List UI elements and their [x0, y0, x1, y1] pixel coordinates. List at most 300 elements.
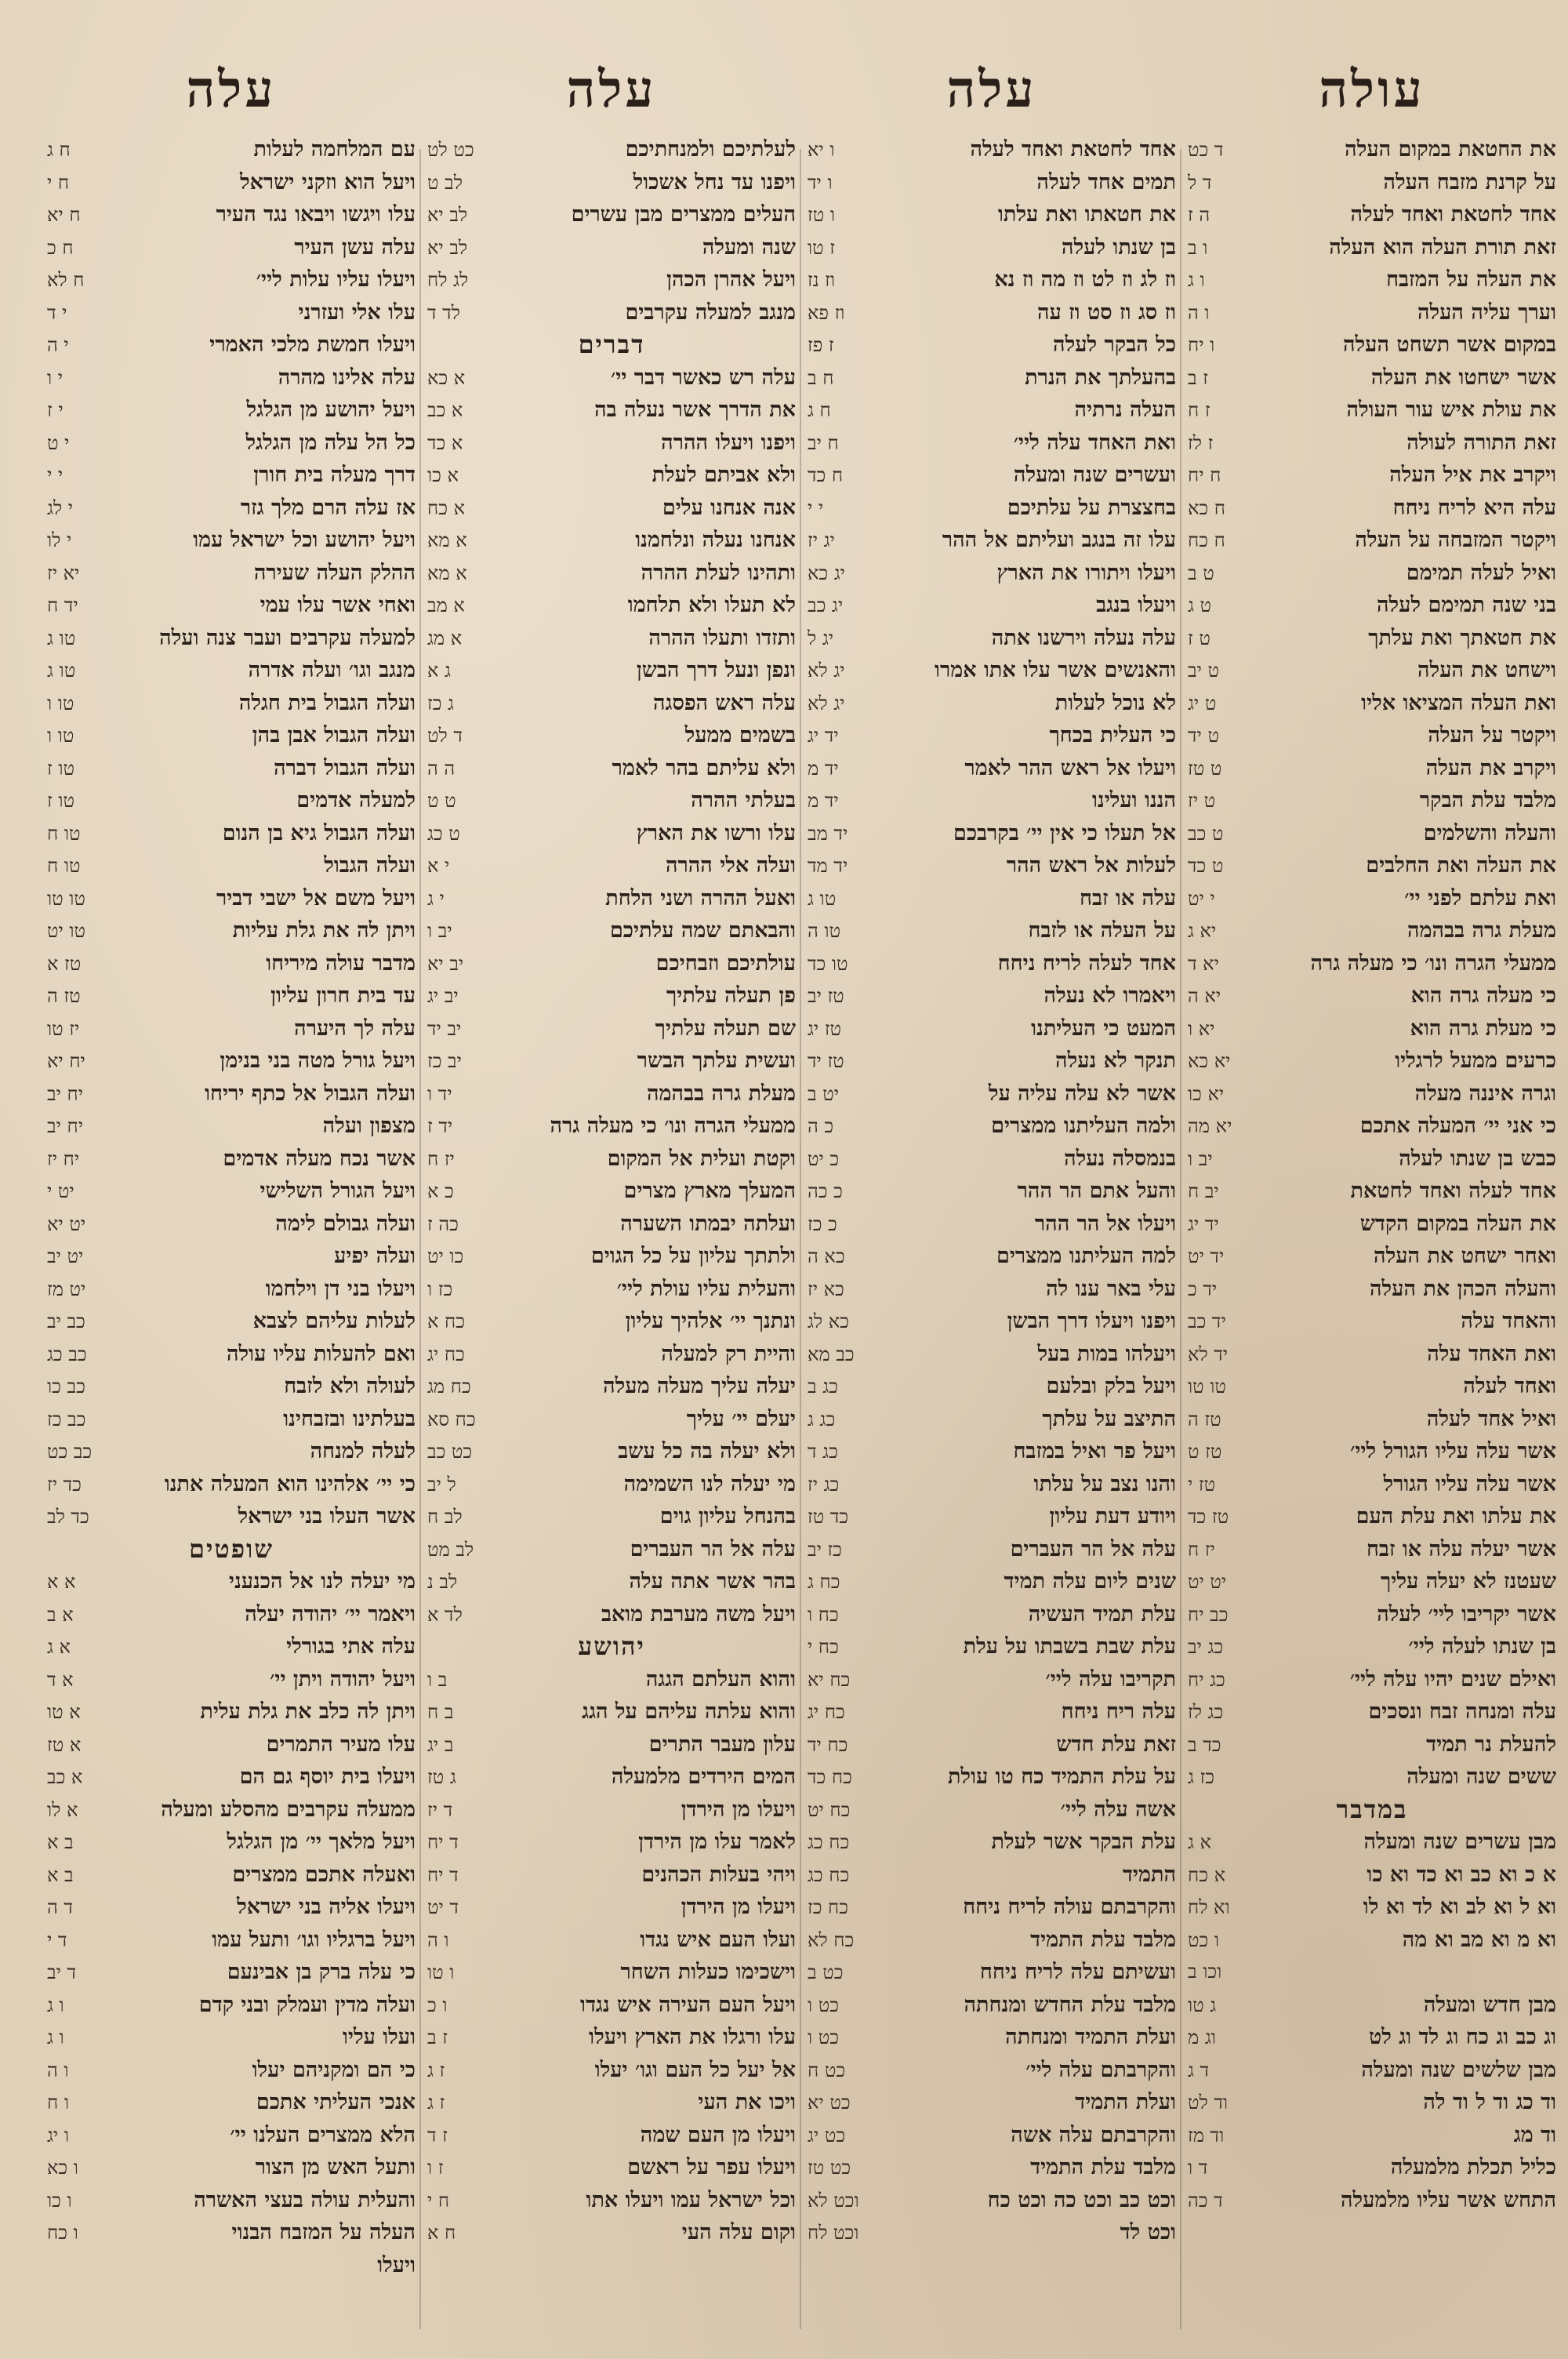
entry-reference: כב כג [47, 1343, 87, 1365]
entry-text: ויעלו עליו עלות ליי׳ [256, 267, 416, 292]
entry-reference: כג לז [1188, 1701, 1224, 1723]
entry-text: מי יעלה לנו אל הכנעני [228, 1569, 416, 1594]
entry-text: ולתתך עליון על כל הגוים [590, 1244, 796, 1268]
concordance-entry [1188, 1598, 1556, 1631]
entry-text: ויעלהו במות בעל [1037, 1341, 1176, 1366]
concordance-entry [1188, 1891, 1556, 1924]
entry-text: ויעלו בנגב [1096, 593, 1176, 617]
concordance-entry [427, 1338, 796, 1371]
entry-reference: ז ו [427, 2157, 444, 2179]
entry-reference: יד מ [808, 757, 839, 780]
concordance-entry [1188, 947, 1556, 980]
entry-reference: ו יא [808, 139, 835, 161]
entry-text: ואילם שנים יהיו עלה ליי׳ [1349, 1667, 1556, 1692]
concordance-entry [427, 1794, 796, 1826]
entry-text: ויקטר המזבחה על העלה [1355, 528, 1556, 552]
entry-reference: ו כח [47, 2222, 78, 2244]
concordance-entry [47, 2054, 416, 2087]
entry-reference: ח ב [808, 366, 834, 389]
entry-text: על עלת התמיד כח טו עולת [947, 1765, 1176, 1789]
concordance-entry [1188, 362, 1556, 394]
entry-text: לא נוכל לעלות [1054, 690, 1176, 715]
entry-text: אשר עלה עליו הגורל [1383, 1471, 1556, 1496]
entry-text: עולתיכם וזבחיכם [655, 951, 796, 976]
entry-text: עלת הבקר אשר לעלת [991, 1830, 1176, 1854]
entry-text: ויעלו אל הר ההר [1034, 1211, 1176, 1236]
entry-reference: ו ה [1188, 301, 1210, 324]
concordance-entry [1188, 817, 1556, 850]
entry-reference: יד יט [1188, 1245, 1225, 1267]
entry-text: ואיל לעלה תמימם [1406, 560, 1556, 585]
entry-text: ולא אביתם לעלת [652, 463, 796, 487]
concordance-entry [427, 1273, 796, 1306]
entry-text: עלון מעבר התרים [648, 1732, 796, 1757]
entry-reference: יד לא [1188, 1343, 1229, 1365]
entry-text: שם תעלה עלתיך [655, 1016, 796, 1041]
entry-text: עלו ורשו את הארץ [636, 820, 796, 845]
concordance-entry [808, 687, 1176, 720]
entry-reference: לב מט [427, 1538, 474, 1561]
concordance-entry [808, 1078, 1176, 1110]
entry-text: להעלת נר תמיד [1426, 1732, 1556, 1757]
entry-text: ויעלו מן העם שמה [640, 2122, 796, 2147]
entry-reference: יג כא [808, 562, 845, 584]
concordance-entry [808, 2021, 1176, 2054]
entry-text: ויפנו ויעלו דרך הבשן [1007, 1309, 1176, 1333]
concordance-entry [1188, 980, 1556, 1012]
entry-reference: וז נז [808, 269, 835, 291]
entry-text: ויתן לה כלב את גלת עלית [200, 1699, 416, 1724]
entry-text: ויודע דעת עליון [1049, 1504, 1176, 1528]
entry-reference: כז יב [808, 1538, 842, 1561]
entry-reference: יא כא [1188, 1050, 1231, 1072]
entry-list [427, 133, 796, 2249]
concordance-entry [1188, 1565, 1556, 1598]
concordance-entry [47, 1989, 416, 2022]
entry-reference: לב ט [427, 171, 463, 194]
entry-text: ויקטר על העלה [1428, 723, 1556, 747]
entry-text: ועלו עליו [342, 2025, 416, 2049]
entry-reference: ד ל [1188, 171, 1212, 194]
concordance-entry [1188, 264, 1556, 296]
entry-reference: ח י [427, 2189, 450, 2212]
entry-reference: כט כב [427, 1441, 473, 1463]
concordance-entry [47, 1370, 416, 1403]
entry-reference: כד לב [47, 1506, 89, 1528]
entry-text: אשר נכח מעלה אדמים [223, 1146, 416, 1171]
entry-list [47, 133, 416, 2281]
entry-text: כרעים ממעל לרגליו [1395, 1049, 1556, 1073]
entry-reference: כא יז [808, 1278, 844, 1300]
entry-text: כל הבקר לעלה [1053, 333, 1176, 357]
entry-reference: כט ב [808, 1961, 844, 1983]
concordance-entry [808, 1565, 1176, 1598]
entry-reference: יד מב [808, 822, 848, 845]
concordance-entry [47, 1598, 416, 1631]
entry-reference: יז ח [1188, 1538, 1215, 1561]
entry-reference: יא כו [1188, 1082, 1225, 1105]
entry-text: וז סג וז סט וז עה [1036, 300, 1176, 325]
entry-text: ויכו את העי [698, 2090, 796, 2114]
concordance-entry [808, 264, 1176, 296]
entry-text: כי מעלה גרה הוא [1410, 983, 1556, 1008]
entry-reference: כט יג [808, 2124, 846, 2146]
entry-text: דרך מעלה בית חורן [253, 463, 416, 487]
entry-text: את חטאתו ואת עלתו [998, 202, 1176, 227]
concordance-entry [1188, 166, 1556, 199]
column-header: עלה [566, 60, 657, 119]
concordance-entry [427, 1305, 796, 1338]
entry-reference: י י [808, 496, 824, 519]
concordance-entry [427, 1989, 796, 2022]
entry-reference: א כב [47, 1766, 83, 1788]
entry-text: ועלה הגבול דברה [274, 755, 416, 780]
entry-reference: א לו [47, 1798, 78, 1821]
concordance-entry [427, 1728, 796, 1761]
concordance-entry [47, 589, 416, 622]
entry-text: מלבד עלת התמיד [1030, 1927, 1176, 1952]
entry-reference: לד ד [427, 301, 460, 324]
entry-reference: ט כג [427, 822, 460, 845]
concordance-entry [1188, 133, 1556, 166]
entry-text: לעלות אל ראש ההר [1006, 853, 1176, 878]
entry-text: ויעל מלאך יי׳ מן הגלגל [227, 1830, 416, 1854]
column-header: עלה [946, 60, 1037, 119]
entry-text: ויפנו ויעלו ההרה [661, 430, 796, 455]
concordance-entry [47, 1826, 416, 1859]
entry-reference: וא לח [1188, 1896, 1230, 1918]
concordance-entry [427, 1761, 796, 1794]
entry-text: את העלה על המזבח [1386, 267, 1556, 292]
entry-text: והקרבתם עלה ליי׳ [1025, 2057, 1176, 2082]
entry-text: ויקרב את העלה [1425, 755, 1556, 780]
entry-reference: יב כז [427, 1050, 462, 1072]
entry-text: בחצצרת על עלתיכם [1007, 495, 1176, 520]
concordance-entry [47, 296, 416, 329]
entry-reference: וז פא [808, 301, 845, 324]
entry-text: אשר יעלה עלה או זבח [1366, 1536, 1556, 1561]
entry-text: ונפן ונעל דרך הבשן [636, 658, 796, 682]
entry-reference: ט יג [1188, 692, 1217, 714]
entry-text: ועלה הגבול [324, 853, 416, 878]
concordance-entry [808, 1663, 1176, 1696]
entry-text: ויעלו ויתורו את הארץ [996, 560, 1176, 585]
entry-reference: וכט לא [808, 2189, 859, 2212]
entry-reference: יא ו [1188, 1017, 1215, 1040]
entry-text: אנה אנחנו עלים [662, 495, 796, 520]
entry-text: וכט כב וכט כה וכט כח [987, 2187, 1176, 2212]
entry-text: והאחד עלה [1461, 1309, 1556, 1333]
concordance-entry [47, 1924, 416, 1957]
entry-text: מעלת גרה בבהמה [1407, 918, 1556, 943]
concordance-entry [47, 1208, 416, 1241]
concordance-entry [47, 817, 416, 850]
entry-reference: כב יב [47, 1310, 85, 1332]
entry-text: לעלות עליהם לצבא [252, 1309, 416, 1333]
entry-reference: יג לא [808, 660, 845, 682]
concordance-entry [427, 947, 796, 980]
concordance-entry [1188, 1143, 1556, 1176]
entry-reference: ב ח [427, 1701, 454, 1723]
entry-reference: ח יב [808, 431, 839, 454]
entry-reference: טו ה [808, 920, 841, 942]
entry-reference: א כו [427, 464, 459, 486]
entry-reference: יט מז [47, 1278, 86, 1300]
entry-reference: כד טז [808, 1506, 849, 1528]
concordance-entry [427, 296, 796, 329]
concordance-entry [1188, 1956, 1556, 1989]
entry-reference: א מג [427, 627, 463, 649]
entry-text: ויעלו אליה בני ישראל [237, 1895, 416, 1919]
concordance-entry [47, 1143, 416, 1176]
concordance-entry [808, 1110, 1176, 1143]
concordance-entry [47, 166, 416, 199]
entry-text: וז לג וז לט וז מה וז נא [994, 267, 1176, 292]
entry-reference: כה ז [427, 1212, 459, 1235]
entry-text: ויעלו אל ראש ההר לאמר [964, 755, 1176, 780]
concordance-entry [47, 1273, 416, 1306]
concordance-entry [427, 198, 796, 231]
concordance-entry [427, 1240, 796, 1273]
entry-text: את הדרך אשר נעלה בה [594, 398, 796, 422]
entry-text: התחש אשר עליו מלמעלה [1341, 2187, 1556, 2212]
concordance-entry [1188, 849, 1556, 882]
column-header: עלה [186, 60, 277, 119]
entry-text: ויעל העם העירה איש נגדו [580, 1992, 796, 2017]
entry-reference: ז טו [808, 236, 835, 259]
entry-reference: י י [47, 464, 64, 486]
entry-reference: ח א [427, 2222, 456, 2244]
entry-reference: י יט [1188, 887, 1215, 910]
entry-text: מצפון ועלה [322, 1114, 416, 1138]
entry-text: בן שנתו לעלה [1061, 234, 1176, 260]
concordance-entry [1188, 914, 1556, 947]
concordance-entry [47, 1110, 416, 1143]
entry-list [808, 133, 1176, 2249]
entry-reference: יג לא [808, 692, 845, 714]
concordance-entry [47, 329, 416, 362]
entry-reference: ד יח [427, 1831, 459, 1853]
concordance-entry [808, 1143, 1176, 1176]
entry-reference: יב ו [1188, 1147, 1213, 1170]
concordance-entry [47, 1891, 416, 1924]
concordance-entry [427, 980, 796, 1012]
concordance-entry [1188, 198, 1556, 231]
entry-text: ואם להעלות עליו עולה [227, 1341, 416, 1366]
concordance-entry [427, 2086, 796, 2119]
concordance-entry [427, 231, 796, 264]
entry-reference: כב יח [1188, 1603, 1229, 1626]
entry-text: זאת תורת העלה הוא העלה [1329, 234, 1556, 260]
entry-reference: יא ג [1188, 920, 1217, 942]
concordance-entry [427, 1078, 796, 1110]
entry-text: והעלה הכהן את העלה [1370, 1276, 1556, 1301]
entry-reference: ג א [427, 660, 451, 682]
entry-text: מי יעלה לנו השמימה [623, 1471, 796, 1496]
entry-reference: ד ה [47, 1896, 73, 1918]
entry-text: עד בית חרון עליון [270, 983, 416, 1008]
entry-reference: יט יט [1188, 1571, 1227, 1593]
entry-reference: יד מד [808, 855, 848, 877]
concordance-entry [47, 1794, 416, 1826]
concordance-entry [47, 687, 416, 720]
concordance-entry [427, 1826, 796, 1859]
entry-text: לאמר עלו מן הירדן [638, 1830, 796, 1854]
entry-reference: ז ד [427, 2124, 448, 2146]
entry-text: עלה אלינו מהרה [278, 365, 416, 390]
concordance-entry [808, 2216, 1176, 2249]
entry-reference: יא ד [1188, 952, 1219, 975]
entry-text: ואעלה אתכם ממצרים [232, 1862, 416, 1887]
concordance-entry [808, 394, 1176, 427]
entry-text: אשר לא עלה עליה על [988, 1081, 1176, 1106]
concordance-entry [808, 2151, 1176, 2184]
entry-reference: יא מה [1188, 1115, 1232, 1137]
entry-reference: יב ו [427, 920, 452, 942]
entry-text: מדבר עולה מיריחו [266, 951, 416, 976]
concordance-entry [427, 524, 796, 557]
concordance-entry [1188, 524, 1556, 557]
entry-text: עלה אתי בגורלי [286, 1634, 416, 1659]
entry-reference: ז ג [427, 2092, 445, 2114]
entry-text: אנכי העליתי אתכם [256, 2090, 416, 2114]
entry-text: מנגב למעלה עקרבים [625, 300, 796, 325]
concordance-entry [427, 2021, 796, 2054]
entry-reference: ח כד [808, 464, 844, 486]
entry-reference: יח יז [47, 1147, 80, 1170]
column-divider [1180, 149, 1181, 2329]
entry-reference: כב כז [47, 1408, 86, 1430]
entry-reference: כ ה [808, 1115, 834, 1137]
entry-reference: ו כ [427, 1994, 448, 2016]
entry-text: הלא ממצרים העלנו יי׳ [230, 2122, 416, 2147]
entry-reference: וד מז [1188, 2124, 1225, 2146]
entry-text: עלו ויגשו ויבאו נגד העיר [216, 202, 416, 227]
entry-text: את עולת איש עור העולה [1346, 398, 1556, 422]
concordance-entry [47, 2086, 416, 2119]
concordance-entry [47, 198, 416, 231]
concordance-entry [427, 1045, 796, 1078]
concordance-entry [808, 1533, 1176, 1566]
concordance-entry [47, 1435, 416, 1468]
concordance-entry [1188, 1045, 1556, 1078]
book-heading [47, 1533, 416, 1566]
concordance-entry [1188, 654, 1556, 687]
entry-reference: כח יט [808, 1798, 851, 1821]
entry-text: והעל אתם הר ההר [1017, 1179, 1176, 1203]
concordance-entry [427, 784, 796, 817]
entry-text: את חטאתך ואת עלתך [1368, 625, 1556, 650]
entry-reference: יד כב [1188, 1310, 1226, 1332]
entry-text: מנגב וגו׳ ועלה אדרה [248, 658, 416, 682]
entry-text: ויעלו בני דן וילחמו [265, 1276, 416, 1301]
entry-text: עלה נעלה וירשנו אתה [991, 625, 1176, 650]
concordance-entry [1188, 459, 1556, 492]
concordance-entry [808, 622, 1176, 655]
entry-reference: יז ח [427, 1147, 455, 1170]
entry-reference: ח כא [1188, 496, 1225, 519]
concordance-entry [427, 1598, 796, 1631]
concordance-entry [1188, 1826, 1556, 1859]
entry-text: ואחר ישחט את העלה [1374, 1244, 1556, 1268]
concordance-entry [427, 1468, 796, 1501]
concordance-entry [427, 719, 796, 752]
entry-text: כי מעלת גרה הוא [1410, 1016, 1556, 1041]
concordance-entry [808, 329, 1176, 362]
concordance-entry [47, 2151, 416, 2184]
entry-text: ותעל האש מן הצור [255, 2155, 416, 2179]
entry-text: עלי באר ענו לה [1046, 1276, 1176, 1301]
entry-text: ועלה אלי ההרה [665, 853, 796, 878]
concordance-entry [427, 1663, 796, 1696]
concordance-column [47, 47, 416, 2337]
concordance-entry [808, 1370, 1176, 1403]
entry-text: ויעלו מן הירדן [681, 1797, 796, 1822]
entry-reference: טו ג [47, 627, 76, 649]
entry-reference: כט טז [808, 2157, 851, 2179]
entry-text: ויתן לה את גלת עליות [232, 918, 416, 943]
concordance-entry [808, 1045, 1176, 1078]
book-title: במדבר [1336, 1794, 1408, 1824]
entry-text: ויפנו עד נחל אשכול [633, 169, 796, 194]
concordance-entry [427, 1370, 796, 1403]
entry-reference: כט ח [808, 2059, 846, 2081]
concordance-entry [47, 1012, 416, 1045]
entry-text: ועלתה יבמתו השערה [620, 1211, 796, 1236]
entry-reference: א מא [427, 562, 467, 584]
concordance-entry [808, 752, 1176, 785]
entry-reference: כח לא [808, 1928, 855, 1951]
concordance-entry [47, 914, 416, 947]
entry-reference: כג ד [808, 1441, 838, 1463]
concordance-entry [47, 133, 416, 166]
concordance-entry [427, 1500, 796, 1533]
entry-text: בהר אשר אתה עלה [629, 1569, 796, 1594]
concordance-entry [1188, 589, 1556, 622]
entry-reference: כח י [808, 1636, 839, 1658]
concordance-entry [808, 524, 1176, 557]
entry-text: ממעלי הגרה ונו׳ כי מעלה גרה [550, 1114, 796, 1138]
concordance-entry [808, 2184, 1176, 2217]
entry-reference: כח ו [808, 1603, 839, 1626]
entry-reference: ד יז [427, 1798, 453, 1821]
concordance-entry [47, 1175, 416, 1208]
concordance-entry [808, 882, 1176, 915]
entry-reference: טו ג [47, 660, 76, 682]
entry-reference: ו ה [427, 1928, 449, 1951]
concordance-entry [1188, 719, 1556, 752]
concordance-entry [47, 1338, 416, 1371]
entry-text: עלה היא לריח ניחח [1392, 495, 1556, 520]
entry-text: כל הל עלה מן הגלגל [245, 430, 416, 455]
concordance-entry [808, 1630, 1176, 1663]
entry-text: והיית רק למעלה [661, 1341, 796, 1366]
entry-text: ולמה העליתנו ממצרים [991, 1114, 1176, 1138]
concordance-entry [47, 1500, 416, 1533]
entry-text: בשמים ממעל [684, 723, 796, 747]
concordance-entry [47, 2216, 416, 2249]
column-header: עולה [1319, 60, 1425, 119]
concordance-entry [808, 557, 1176, 590]
entry-text: ואת האחד עלה ליי׳ [1013, 430, 1176, 455]
entry-text: אחד לחטאת ואחד לעלה [1350, 202, 1556, 227]
entry-reference: ב ו [427, 1668, 448, 1691]
concordance-entry [808, 2054, 1176, 2087]
entry-text: ועלה הגבול אבן בהן [252, 723, 416, 747]
entry-reference: ז פז [808, 334, 834, 356]
concordance-entry [47, 1565, 416, 1598]
entry-reference: יא יז [47, 562, 80, 584]
